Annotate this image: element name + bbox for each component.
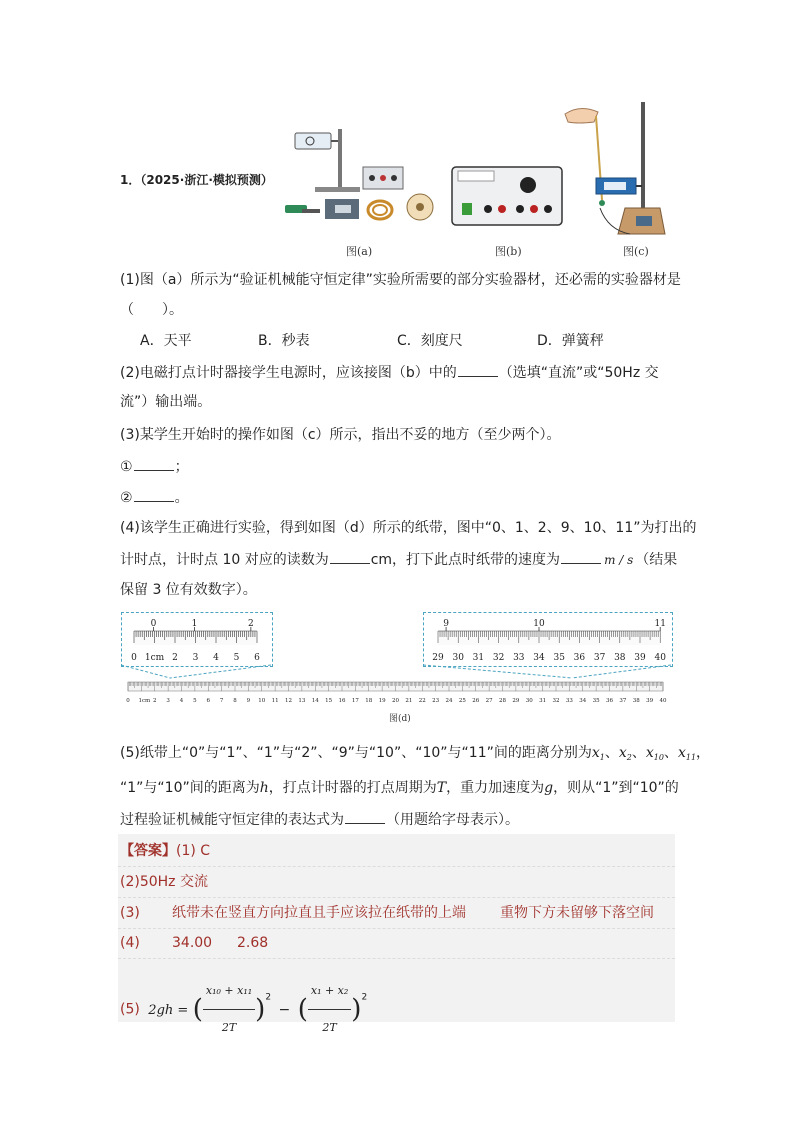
option-a: A．天平: [140, 333, 192, 349]
scale-label: 3: [192, 653, 199, 663]
scale-label: 37: [619, 698, 627, 704]
part3-item2: [120, 487, 189, 508]
part4-line1: (4)该学生正确进行实验，得到如图（d）所示的纸带，图中“0、1、2、9、10、11”为打出的: [120, 520, 697, 536]
answer-divider: [118, 866, 675, 867]
scale-label: 29: [432, 653, 444, 663]
tape-zoom-left: [121, 612, 273, 667]
scale-label: 34: [579, 698, 587, 704]
scale-label: 35: [592, 698, 600, 704]
scale-label: 26: [472, 698, 480, 704]
answer-1: (1) C: [176, 843, 211, 859]
scale-label: 8: [233, 698, 237, 704]
part4-text-post: （结果: [635, 552, 678, 568]
scale-label: 33: [513, 653, 525, 663]
figure-b: [450, 165, 565, 230]
scale-label: 11: [271, 698, 279, 704]
scale-label: 28: [499, 698, 506, 704]
scale-label: 14: [311, 698, 319, 704]
answer-3-text2: 重物下方未留够下落空间: [500, 905, 654, 921]
scale-label: 10: [258, 698, 266, 704]
part5-line3: [120, 809, 519, 830]
var-x1: $x_1$: [591, 745, 605, 762]
tape-zoom-right-scale: [424, 613, 672, 666]
scale-label: 40: [654, 653, 666, 663]
scale-label: 32: [552, 698, 560, 704]
scale-label: 7: [219, 698, 224, 704]
scale-label: 27: [485, 698, 493, 704]
scale-label: 5: [193, 698, 197, 704]
figure-a-label: 图(a): [346, 245, 373, 258]
part1-line1: (1)图（a）所示为“验证机械能守恒定律”实验所需要的部分实验器材，还必需的实验器材是: [120, 272, 681, 288]
part4-line3: 保留 3 位有效数字）。: [120, 582, 257, 598]
item1-suffix: ；: [174, 459, 189, 475]
answer-divider: [118, 958, 675, 959]
scale-label: 39: [646, 698, 654, 704]
formula-fraction2: $\frac{\text{x₁ + x₂}}{2T}$: [308, 973, 351, 1046]
item2-marker: ②: [120, 490, 133, 506]
question-header: [120, 170, 273, 190]
formula-minus: −: [278, 1001, 291, 1018]
scale-label: 36: [606, 698, 613, 704]
scale-label: 9: [246, 698, 251, 704]
scale-label: 37: [593, 653, 606, 663]
formula-fraction1: $\frac{\text{x₁₀ + x₁₁}}{2T}$: [203, 973, 255, 1046]
scale-label: 30: [525, 698, 533, 704]
option-d: D．弹簧秤: [537, 333, 604, 349]
answer-tag: 【答案】: [120, 843, 176, 859]
scale-label: 25: [458, 698, 466, 704]
part4-line2: [120, 549, 677, 570]
scale-label: 6: [206, 698, 210, 704]
question-number: 1．: [120, 173, 141, 187]
scale-label: 2: [172, 653, 178, 663]
var-T: T: [436, 780, 447, 796]
point-label: 2: [247, 619, 254, 629]
scale-label: 31: [539, 698, 547, 704]
scale-label: 23: [432, 698, 440, 704]
scale-label: 30: [452, 653, 464, 663]
option-b: B．秒表: [258, 333, 310, 349]
scale-label: 40: [659, 698, 667, 704]
var-h: h: [259, 780, 269, 796]
var-g: g: [544, 780, 554, 796]
part5-line2: [120, 778, 679, 798]
answer-divider: [118, 928, 675, 929]
answer-line1: [120, 841, 210, 861]
figure-d-label: 图(d): [389, 714, 411, 724]
formula-lhs: 2gh =: [148, 1002, 189, 1018]
scale-label: 24: [445, 698, 453, 704]
figure-c-label: 图(c): [623, 245, 649, 258]
part5-text-d: ，则从“1”到“10”的: [553, 780, 679, 796]
part5-text-pre: (5)纸带上“0”与“1”、“1”与“2”、“9”与“10”、“10”与“11”间的距离分别为: [120, 745, 592, 761]
scale-label: 31: [472, 653, 485, 663]
scale-label: 18: [365, 698, 373, 704]
scale-label: 34: [533, 653, 545, 663]
scale-label: 36: [573, 653, 586, 663]
scale-label: 4: [213, 653, 219, 663]
part5-line1: (5)纸带上“0”与“1”、“1”与“2”、“9”与“10”、“10”与“11”间的距离分别为$x_1$、$x_2$、$x_{10}$、$x_{11}$，: [120, 745, 711, 762]
part2-line1: [120, 362, 659, 383]
item1-marker: ①: [120, 459, 133, 475]
question-source: （2025·浙江·模拟预测）: [140, 173, 273, 187]
figure-a: [280, 125, 445, 230]
scale-label: 12: [285, 698, 292, 704]
scale-label: 19: [378, 698, 386, 704]
part5-text-post: （用题给字母表示）。: [386, 812, 519, 828]
part5-text-c: ，重力加速度为: [446, 780, 545, 796]
scale-label: 35: [553, 653, 565, 663]
item2-suffix: 。: [174, 490, 189, 506]
answer-blank[interactable]: [345, 809, 385, 824]
part5-text-pre2: 过程验证机械能守恒定律的表达式为: [120, 812, 344, 828]
scale-label: 15: [325, 698, 333, 704]
scale-label: 2: [153, 698, 157, 704]
tape-full-scale: [124, 680, 669, 706]
answer-4-value2: 2.68: [237, 935, 269, 951]
part3-line1: (3)某学生开始时的操作如图（c）所示，指出不妥的地方（至少两个）。: [120, 427, 561, 443]
answer-blank[interactable]: [561, 549, 601, 564]
scale-label: 0: [126, 698, 130, 704]
tape-zoom-left-scale: [122, 613, 272, 666]
part2-text-pre: (2)电磁打点计时器接学生电源时，应该接图（b）中的: [120, 365, 457, 381]
answer-divider: [118, 897, 675, 898]
answer-5: (5) 2gh = ( $\frac{\text{x₁₀ + x₁₁}}{2T}$ )$^2$ − ( $\frac{\text{x₁ + x₂}}{2T}$ )$^2$: [120, 973, 367, 1046]
answer-4-value1: 34.00: [172, 935, 213, 951]
part5-text-a: “1”与“10”间的距离为: [120, 780, 260, 796]
point-label: 11: [654, 619, 666, 629]
scale-label: 5: [233, 653, 240, 663]
scale-label: 1cm: [138, 698, 151, 704]
formula-exp2: 2: [361, 992, 368, 1003]
part2-text-post: （选填“直流”或“50Hz 交: [498, 365, 659, 381]
scale-label: 39: [634, 653, 646, 663]
part4-text-pre: 计时点，计时点 10 对应的读数为: [120, 552, 329, 568]
answer-2: (2)50Hz 交流: [120, 874, 208, 890]
scale-label: 21: [405, 698, 413, 704]
var-x10: $x_{10}$: [645, 745, 664, 762]
option-c: C．刻度尺: [397, 333, 463, 349]
var-x11: $x_{11}$: [677, 745, 697, 762]
scale-label: 38: [614, 653, 626, 663]
velocity-unit: m / s: [604, 553, 634, 567]
scale-label: 29: [512, 698, 520, 704]
scale-label: 4: [179, 698, 184, 704]
part1-line2: （ ）。: [120, 302, 183, 318]
scale-label: 32: [492, 653, 505, 663]
answer-3-text1: 纸带未在竖直方向拉直且手应该拉在纸带的上端: [172, 905, 466, 921]
scale-label: 20: [392, 698, 399, 704]
point-label: 10: [533, 619, 545, 629]
scale-label: 22: [418, 698, 426, 704]
part4-text-mid: cm，打下此点时纸带的速度为: [370, 552, 561, 568]
answer-blank[interactable]: [134, 487, 174, 502]
part5-text-b: ，打点计时器的打点周期为: [268, 780, 437, 796]
scale-label: 1cm: [144, 653, 165, 663]
part3-item1: [120, 456, 189, 477]
scale-label: 13: [298, 698, 306, 704]
answer-4-label: (4): [120, 935, 140, 951]
answer-5-label: (5): [120, 1001, 140, 1018]
answer-blank[interactable]: [330, 549, 370, 564]
scale-label: 6: [254, 653, 260, 663]
figure-c: [560, 100, 670, 240]
scale-label: 0: [131, 653, 137, 663]
answer-blank[interactable]: [458, 362, 498, 377]
point-label: 9: [443, 619, 449, 629]
figure-b-label: 图(b): [495, 245, 522, 258]
scale-label: 16: [338, 698, 346, 704]
scale-label: 3: [166, 698, 170, 704]
point-label: 0: [150, 619, 157, 629]
answer-blank[interactable]: [134, 456, 174, 471]
answer-3-label: (3): [120, 905, 140, 921]
formula-exp1: 2: [265, 992, 272, 1003]
scale-label: 33: [565, 698, 573, 704]
var-x2: $x_2$: [618, 745, 632, 762]
scale-label: 17: [351, 698, 359, 704]
tape-zoom-right: [423, 612, 673, 667]
scale-label: 38: [632, 698, 640, 704]
point-label: 1: [191, 619, 198, 629]
part2-line2: 流”）输出端。: [120, 394, 212, 410]
